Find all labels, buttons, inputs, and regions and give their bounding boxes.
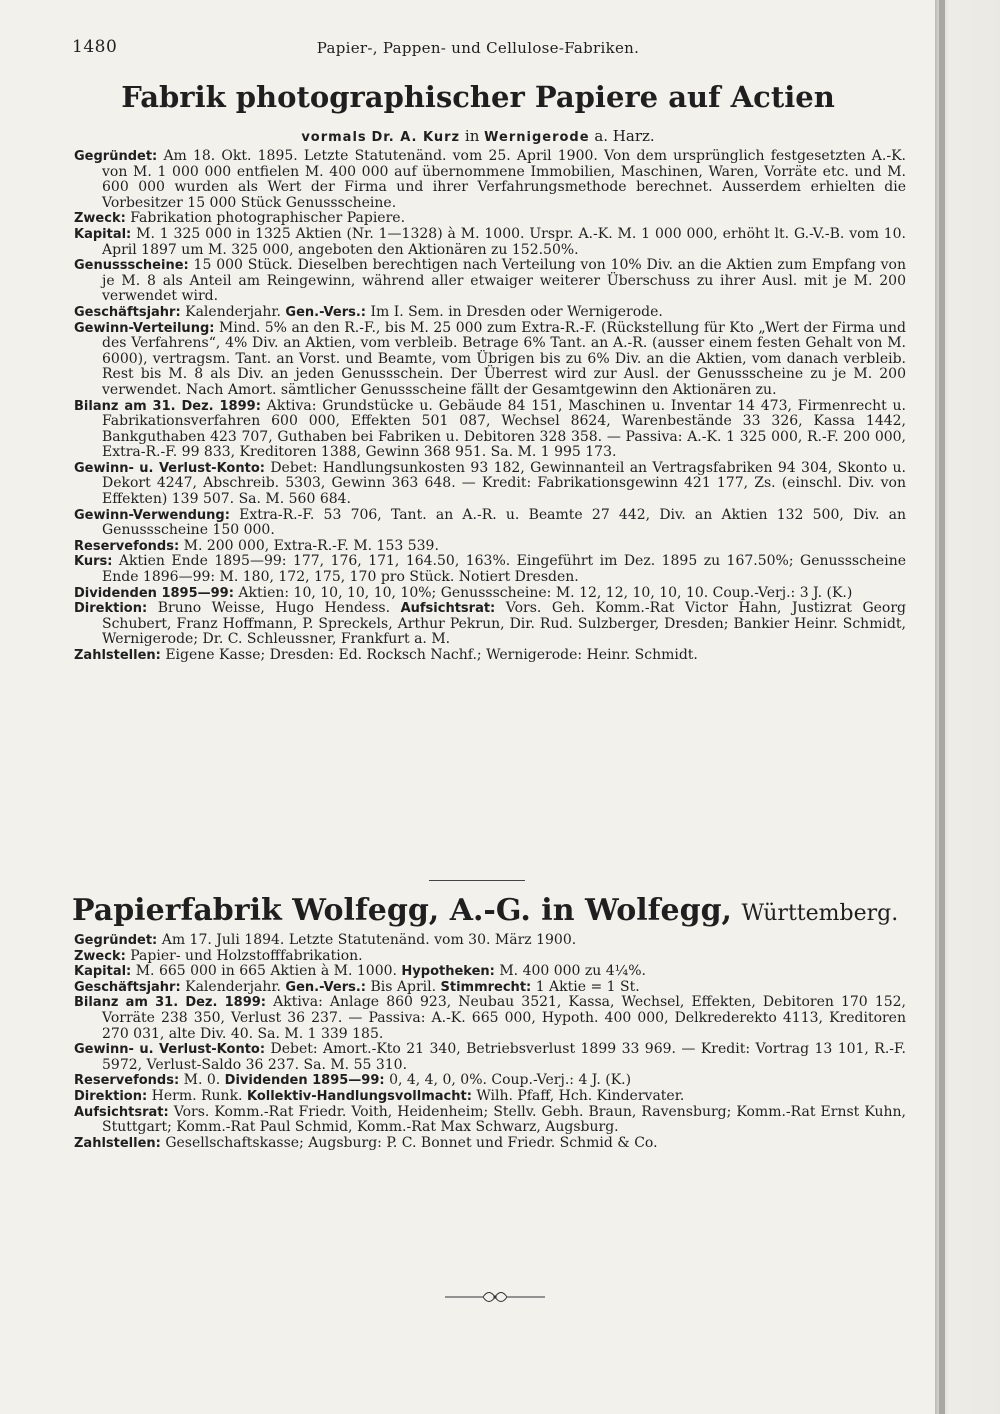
binding-line xyxy=(939,0,945,1414)
subtitle-mid: in xyxy=(464,127,480,145)
subtitle-pre: vormals xyxy=(301,130,367,145)
entry-kapital: Kapital: M. 665 000 in 665 Aktien à M. 1000. Hypotheken: M. 400 000 zu 4¼%. xyxy=(74,963,646,980)
entry-zweck: Zweck: Papier- und Holzstofffabrikation. xyxy=(74,947,363,964)
subtitle-place: Wernigerode xyxy=(484,130,590,145)
entry-reservefonds: Reservefonds: M. 200 000, Extra-R.-F. M. 153 539. xyxy=(74,537,439,554)
entry-zahlstellen: Zahlstellen: Gesellschaftskasse; Augsburg: P. C. Bonnet und Friedr. Schmid & Co. xyxy=(74,1134,658,1151)
entry-gewinn-verlust-konto: Gewinn- u. Verlust-Konto: Debet: Handlungsunkosten 93 182, Gewinnanteil an Vertragsfabriken 94 304, Skonto u. Dekort 4247, Abschreib. 5303, Gewinn 363 648. — Kredit: Fabrikationsgewinn 421 177, Zs. (einschl. Div. von Effekten) 139 507. Sa. M. 560 684. xyxy=(74,459,906,508)
entry-reservefonds: Reservefonds: M. 0. Dividenden 1895—99: 0, 4, 4, 0, 0%. Coup.-Verj.: 4 J. (K.) xyxy=(74,1072,632,1089)
entry-direktion: Direktion: Bruno Weisse, Hugo Hendess. Aufsichtsrat: Vors. Geh. Komm.-Rat Victor Hahn, Justizrat Georg Schubert, Franz Hoffmann, P. Spreckels, Arthur Pekrun, Dir. Rud. Sulzberger, Dresden; Bankier Heinr. Schmidt, Wernigerode; Dr. C. Schleussner, Frankfurt a. M. xyxy=(74,600,907,648)
subtitle-post: a. Harz. xyxy=(594,127,655,145)
section-divider xyxy=(429,880,525,881)
company2-title-main: Papierfabrik Wolfegg, A.-G. in Wolfegg, xyxy=(72,893,732,928)
entry-gegruendet: Gegründet: Am 17. Juli 1894. Letzte Statutenänd. vom 30. März 1900. xyxy=(74,932,577,948)
ornament-divider-icon xyxy=(445,1290,545,1304)
subtitle-name: Dr. A. Kurz xyxy=(371,130,461,145)
entry-bilanz: Bilanz am 31. Dez. 1899: Aktiva: Grundstücke u. Gebäude 84 151, Maschinen u. Inventar 14 473, Firmenrecht u. Fabrikationsverfahren 600 000, Effekten 501 087, Wechsel 8624, Warenbestände 33 326, Kassa 1442, Bankguthaben 423 707, Guthaben bei Fabriken u. Debitoren 328 358. — Passiva: A.-K. 1 325 000, R.-F. 200 000, Extra-R.-F. 99 833, Kreditoren 1388, Gewinn 368 951. Sa. M. 1 995 173. xyxy=(74,397,907,461)
company2-body xyxy=(74,933,906,1151)
entry-kapital: Kapital: M. 1 325 000 in 1325 Aktien (Nr. 1—1328) à M. 1000. Urspr. A.-K. M. 1 000 000, erhöht lt. G.-V.-B. vom 10. April 1897 um M. 325 000, angeboten den Aktionären zu 152.50%. xyxy=(74,225,906,258)
entry-gewinn-verlust-konto: Gewinn- u. Verlust-Konto: Debet: Amort.-Kto 21 340, Betriebsverlust 1899 33 969. — Kredit: Vortrag 13 101, R.-F. 5972, Verlust-Saldo 36 237. Sa. M. 55 310. xyxy=(74,1041,907,1073)
entry-geschaeftsjahr: Geschäftsjahr: Kalenderjahr. Gen.-Vers.: Bis April. Stimmrecht: 1 Aktie = 1 St. xyxy=(74,978,640,995)
entry-gewinn-verwendung: Gewinn-Verwendung: Extra-R.-F. 53 706, Tant. an A.-R. u. Beamte 27 442, Div. an Aktien 132 500, Div. an Genussscheine 150 000. xyxy=(74,506,906,539)
entry-zahlstellen: Zahlstellen: Eigene Kasse; Dresden: Ed. Rocksch Nachf.; Wernigerode: Heinr. Schmidt. xyxy=(74,647,698,663)
company1-body xyxy=(74,149,906,664)
page-number: 1480 xyxy=(72,37,118,57)
company1-title: Fabrik photographischer Papiere auf Actien xyxy=(121,80,835,114)
entry-geschaeftsjahr: Geschäftsjahr: Kalenderjahr. Gen.-Vers.: Im I. Sem. in Dresden oder Wernigerode. xyxy=(74,303,663,320)
entry-genussscheine: Genussscheine: 15 000 Stück. Dieselben berechtigen nach Verteilung von 10% Div. an die Aktien zum Empfang von je M. 8 als Anteil am Reingewinn, während aller etwaiger weiterer Überschuss zu ihrer Ausl. mit je M. 200 verwendet wird. xyxy=(74,257,906,305)
company2-title-region: Württemberg. xyxy=(741,901,899,926)
entry-dividenden: Dividenden 1895—99: Aktien: 10, 10, 10, 10, 10%; Genussscheine: M. 12, 12, 10, 10, 10. Coup.-Verj.: 3 J. (K.) xyxy=(74,584,853,601)
company1-subtitle xyxy=(72,127,884,145)
entry-bilanz: Bilanz am 31. Dez. 1899: Aktiva: Anlage 860 923, Neubau 3521, Kassa, Wechsel, Effekten, Debitoren 170 152, Vorräte 238 350, Verlust 36 237. — Passiva: A.-K. 665 000, Hypoth. 400 000, Delkrederekto 4113, Kreditoren 270 031, alte Div. 40. Sa. M. 1 339 185. xyxy=(74,994,906,1042)
entry-kurs: Kurs: Aktien Ende 1895—99: 177, 176, 171, 164.50, 163%. Eingeführt im Dez. 1895 zu 167.50%; Genussscheine Ende 1896—99: M. 180, 172, 175, 170 pro Stück. Notiert Dresden. xyxy=(74,553,906,586)
page-header xyxy=(72,37,884,59)
entry-zweck: Zweck: Fabrikation photographischer Papiere. xyxy=(74,210,406,227)
running-title: Papier-, Pappen- und Cellulose-Fabriken. xyxy=(316,39,640,57)
entry-direktion: Direktion: Herm. Runk. Kollektiv-Handlungsvollmacht: Wilh. Pfaff, Hch. Kindervater. xyxy=(74,1087,685,1104)
entry-gegruendet: Gegründet: Am 18. Okt. 1895. Letzte Statutenänd. vom 25. April 1900. Von dem ursprünglich festgesetzten A.-K. von M. 1 000 000 entfielen M. 400 000 auf übernommene Immobilien, Maschinen, Waren, Vorräte etc. und M. 600 000 wurden als Wert der Firma und ihrer Verfahrungsmethode berechnet. Ausserdem erhielten die Vorbesitzer 15 000 Stück Genussscheine. xyxy=(74,148,906,211)
entry-aufsichtsrat: Aufsichtsrat: Vors. Komm.-Rat Friedr. Voith, Heidenheim; Stellv. Gebh. Braun, Ravensburg; Komm.-Rat Ernst Kuhn, Stuttgart; Komm.-Rat Paul Schmid, Komm.-Rat Max Schwarz, Augsburg. xyxy=(74,1103,907,1136)
entry-gewinn-verteilung: Gewinn-Verteilung: Mind. 5% an den R.-F., bis M. 25 000 zum Extra-R.-F. (Rückstellung für Kto „Wert der Firma und des Verfahrens“, 4% Div. an Aktien, vom verbleib. Betrage 6% Tant. an A.-R. (ausser einem festen Gehalt von M. 6000), vertragsm. Tant. an Vorst. und Beamte, vom Übrigen bis zu 6% Div. an die Aktien, vom danach verbleib. Rest bis M. 8 als Div. an jeden Genussschein. Der Überrest wird zur Ausl. der Genussscheine zu je M. 200 verwendet. Nach Amort. sämtlicher Genussscheine fällt der Gesamtgewinn den Aktionären zu. xyxy=(74,319,907,398)
company2-title xyxy=(72,893,899,928)
